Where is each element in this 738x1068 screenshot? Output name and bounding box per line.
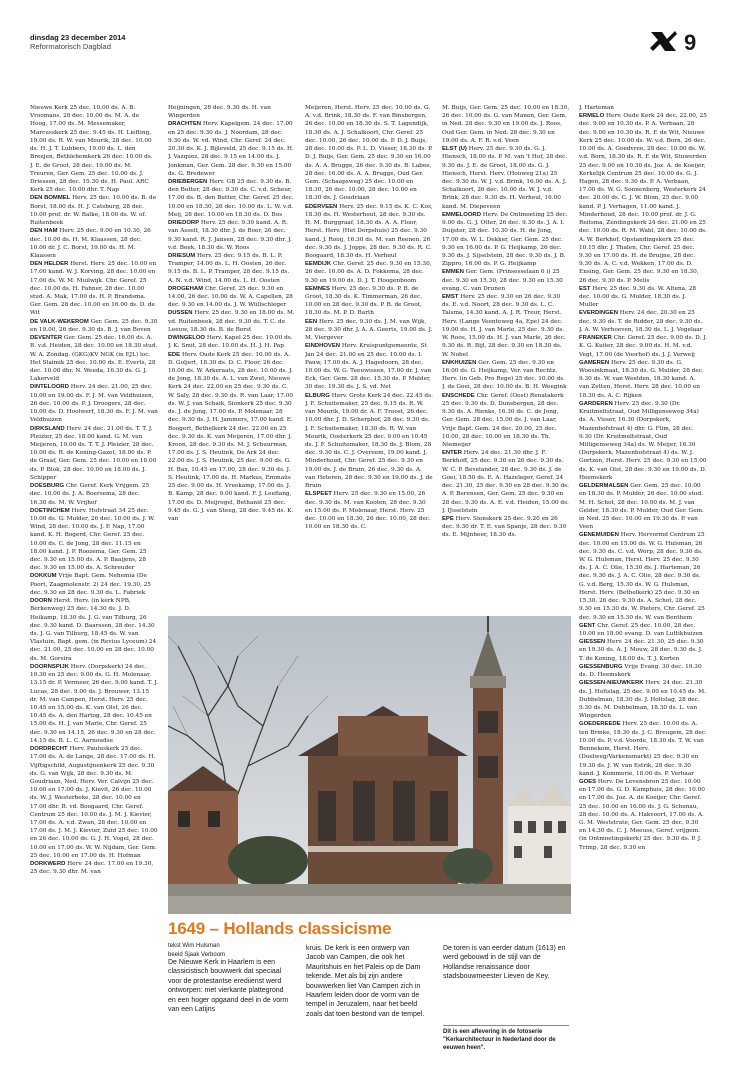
- place-name: DINTELOORD: [30, 384, 69, 391]
- place-name: DEN HELDER: [30, 261, 69, 268]
- place-name: EDE: [168, 351, 181, 358]
- listing-entry: [579, 482, 707, 531]
- service-times: M. Buijs, Ger. Gem. 25 dec. 10.00 en 18.30, 26 dec. 10.00 ds. G. van Manen, Ger. Gem. in Ned. 28 dec. 9.30 en 19.00 ds. J. Roos, Oud Ger. Gem. in Ned. 28 dec. 9.30 en 19.00 ds. A. F. R. v.d. Veen: [442, 105, 570, 144]
- service-times: Chr. Geref. 25 dec. 9.00 ds. D. J. K. G. Kuiter, 28 dec. 9.00 ds. H. M. v.d. Vegt, 17.00 (de Voorhof) ds. J. J. Verweij: [579, 335, 707, 358]
- place-name: GENEMUIDEN: [579, 532, 619, 539]
- service-times: Herv. GB 25 dec. 9.30 ds. B. den Butter, 28 dec. 9.30 ds. C. v.d. Scheur, 17.00 ds. B. den Butter, Chr. Geref. 25 dec. 10.00 en 18.30, 26 dec. 10.00 ds. L. W. v.d. Meij, 28 dec. 10.00 en 18.30 ds. D. Bos: [168, 178, 294, 218]
- listing-column-3: [305, 104, 433, 610]
- service-times: Ger. Gem. 25 dec. 16.00 ds. A. B. v.d. Heiden, 28 dec. 10.00 en 18.30 stud. W. A. Zondag. (GKG)KV NGK (in EJL) loc. Het Slaimik 25 dec. 10.00 ds. E. Everts, 28 dec. 10.00 dhr. N. Weeda, 16.30 ds. G. J. Lakerveld: [30, 335, 158, 383]
- service-times: Herv. Kruispuntgemeente, St Jan 24 dec. 21.00 en 25 dec. 10.00 ds. I. Pauw, 17.00 ds. A. J. Hagedoorn, 28 dec. 10.00 ds. W. G. Teeuwissen, 17.00 dr. J. van Eck, Ger. Gem. 28 dec. 15.30 ds. P. Mulder, 30 dec. 19.30 ds. J. S. vd. Net: [305, 343, 432, 391]
- service-times: Meijeren, Herst. Herv. 25 dec. 10.00 ds. G. A. v.d. Brink, 18.30 ds. F. van Binsbergen, 26 dec. 10.00 en 18.30 ds. S. T. Lagendijk, 18.30 ds. A. J. Schalkoort, Chr. Geref. 25 dec. 10.00, 26 dec. 10.00 ds. P. D. J. Buijs, 28 dec. 10.00 ds. P. L. D. Visser, 18.30 ds. P. D. J. Buijs, Ger. Gem. 25 dec. 9.30 en 16.00 ds. A. A. Brugge, 26 dec. 9.30 ds. B. Labee, 28 dec. 16.00 ds. A. A. Brugge, Oud Ger. Gem. (Schaapsweg) 25 dec. 10.00 en 18.30, 26 dec. 10.00, 28 dec. 10.00 en 18.30 ds. J. Goudriaan: [305, 105, 433, 202]
- place-name: DEVENTER: [30, 335, 63, 342]
- service-times: Herv. 25 dec. 9.15 ds. K. C. Kos, 18.30 ds. H. Westerhout, 28 dec. 9.30 ds. H. M. Burggraaf, 18.30 ds. A. A. Floor, Herst. Herv. (Het Dorpshuis) 25 dec. 9.30 kand. J. Rooij, 16.30 ds. M. van Reenen, 26 dec. 9.30 ds. J. Joppe, 28 dec. 9.30 ds. R. C. Boogaard, 18.30 ds. H. Verheul: [305, 203, 433, 259]
- listing-entry: [579, 309, 707, 334]
- listing-column-5: [579, 104, 707, 1060]
- service-times: Herv. Oude Kerk 24 dec. 22.00, 25 dec. 9.00 en 10.30 ds. P. A. Verbaan, 28 dec. 9.00 en 10.30 ds. R. F. de Wit, Nieuwe Kerk 25 dec. 10.00 ds. W. v.d. Born, 26 dec. 10.00 ds. A. Goedvree, 28 dec. 10.00 ds. W. v.d. Born, 18.30 ds. R. F. de Wit, Stuwerden 25 dec. 9.00 en 10.30 ds. Joz. A. de Koeijer, Kerkelijk Centrum 25 dec. 10.00 ds. G. J. Hagen, 28 dec. 9.30 ds. P. A. Verbaan, 17.00 ds. W. G. Sonnenberg, Westerkerk 24 dec. 20.00 ds. C. J. W. Blom, 25 dec. 9.00 kand. P. J. Verhagen, 11.00 kand. J. Minderhoud, 28 dec. 10.00 prof. dr. J. G. Reitsma, Zendingskerk 24 dec. 21.00 en 25 dec. 10.00 ds. R. M. Wahl, 28 dec. 10.00 ds. A. W. Berkhof, Opstandingskerk 25 dec. 10.15 dhr. J. Thalen, Chr. Geref. 25 dec. 9.30 en 17.00 ds. H. de Bruijne, 28 dec. 9.30 ds. A. C. v.d. Wekken, 17.00 ds. D. Ensing, Ger. Gem. 25 dec. 9.30 en 18.30, 26 dec. 9.30 ds. P. Melis: [579, 113, 707, 284]
- service-times: Ger. Gem. 25 dec. 9.30 en 19.00, 26 dec. 9.30 ds. B. J. van Boven: [30, 318, 158, 333]
- listing-entry: [579, 285, 707, 310]
- place-name: EST: [579, 285, 591, 292]
- service-times: Ger. Gem. 25 dec. 9.30 en 16.00 ds. G. Heijkamp, Ver. van Rechtz. Herv. (in Geb. Pro Rege) 25 dec. 10.00 ds. J. de Goei, 28 dec. 10.00 ds. B. H. Weegink: [442, 359, 567, 391]
- place-name: DEN BOMMEL: [30, 195, 71, 202]
- listing-entry: [305, 203, 433, 261]
- place-name: DRIESUM: [168, 252, 196, 259]
- service-times: Herv. 25 dec. 9.30 ds. P. B. de Groot, 18.30 ds. K. Timmerman, 26 dec. 10.00 en 28 dec. 9.30 ds. P. B. de Groot, 18.30 ds. M. P. D. Barth: [305, 285, 423, 317]
- listing-entry: [168, 178, 296, 219]
- service-times: Herv. 25 dec. 9.30 ds. G. Woesinkmaat, 18.30 ds. G. Mulder, 28 dec. 9.30 ds. W. van Weelden, 18.30 kand. A. van Zetten, Herst. Herv. 28 dec. 10.00 en 18.30 ds. A. C. Rijken: [579, 359, 704, 399]
- service-times: Herv. 25 dec. 10.00 ds. A. ten Brinke, 18.30 ds. J. C. Breugem, 28 dec. 10.00 ds. P. v.d. Voorde, 18.30 ds. T. W. van Bennekom, Herst. Herv. (Doelweg/Varkensmarkt) 25 dec. 9.30 en 19.30 ds. J. W. van Estrik, 28 dec. 9.30 kand. J. Kommerie, 18.00 ds. P. Verhaar: [579, 721, 707, 777]
- service-times: Herst. Herv. 25 dec. 10.00 en 17.00 kand. W. J. Korving, 28 dec. 10.00 en 17.00 ds. W. M. Muilwijk. Chr. Geref. 25 dec. 10.00 ds. H. Fahner, 28 dec. 10.00 stud. A. Mak, 17.00 ds. H. P. Brandsma. Ger. Gem. 28 dec. 10.00 en 16.00 ds. D. de Wit: [30, 261, 157, 317]
- service-times: Chr. Geref. 25 dec. 9.30 en 15.30, 26 dec. 10.00 ds. A. D. Fokkema, 28 dec. 9.30 en 19.00 ds. D. J. T. Hoogenboom: [305, 261, 432, 284]
- place-name: DE VALK-WEKEROM: [30, 318, 89, 325]
- place-name: EEMDIJK: [305, 261, 332, 268]
- place-name: EEMNES: [305, 285, 330, 292]
- place-name: EMST: [442, 294, 459, 301]
- header-paper-name: Reformatorisch Dagblad: [30, 42, 111, 51]
- service-times: Herv. 25 dec. 9.30 (Dr. Kruitmeltstraat, Oud Milligenseweg 34a) ds. A. Visser, 16.30 (Dorpskerk, Mazenhofstraat 4) dhr. G. Flim, 28 dec. 9.30 (Dr. Kruitmeltstraat, Oud Milligenseweg 34a) ds. W. Meijer, 16.30 (Dorpskerk, Mazenhofstraat 4) ds. W. J. Gortzen, Herst. Herv. 25 dec. 9.30 en 15.00 ds. K. van Olst, 28 dec. 9.30 en 19.00 ds. D. Heemskerk: [579, 400, 707, 481]
- listing-entry: [305, 104, 433, 203]
- listing-entry: [30, 663, 158, 745]
- feature-title: 1649 – Hollands classicisme: [168, 919, 392, 938]
- listing-entry: [305, 392, 433, 491]
- listing-entry: [30, 260, 158, 318]
- listing-entry: [579, 359, 707, 400]
- service-times: Herv. 24 dec. 21.30, 25 dec. 9.30 en 19.30 ds. A. J. Mouw, 28 dec. 9.30 ds. J. T. de Koning, 18.00 ds. T. J. Korten: [579, 639, 704, 662]
- listing-column-1: [30, 104, 158, 1060]
- place-name: EEN: [305, 318, 318, 325]
- service-times: Herv. 24 dec. 21.00, 25 dec. 10.00 en 19.00 ds. F. J. M. van Veldhuizen, 26 dec. 10.00 ds. P. J. Droogers, 28 dec. 10.00 ds. D. Hoolwerf, 18.30 ds. F. J. M. van Veldhuizen: [30, 384, 158, 424]
- service-times: Vrije Evang. 30 dec. 19.30 ds. D. Heemskerk: [579, 663, 702, 679]
- service-times: Herv. 25 dec. 9.30 en 15.00, 26 dec. 9.30 ds. M. van Kooten, 28 dec. 9.30 en 15.00 ds. P. Molenaar, Herst. Herv. 25 dec. 10.00 en 18.30, 26 dec. 10.00, 28 dec. 10.00 en 18.30 ds. C.: [305, 491, 431, 531]
- feature-text-column-2: kruis. De kerk is een ontwerp van Jacob van Campen, die ook het Mauritshuis en het Paleis op de Dam tekende. Met als bij zijn andere bouwwerken liet Van Campen zich in Haarlem leiden door de vorm van de tempel in Jeruzalem, naar het beeld zoals dat toen bestond van de tempel.: [306, 945, 425, 1018]
- place-name: GELDERMALSEN: [579, 483, 629, 490]
- listing-entry: [579, 679, 707, 720]
- header-date: dinsdag 23 december 2014: [30, 33, 126, 42]
- service-times: Herv. 25 dec. 9.30 ds. W. Altena, 28 dec. 10.00 ds. G. Mulder, 18.30 ds. J. Muller: [579, 285, 697, 309]
- credit-photo: beeld Sjaak Verboom: [168, 951, 226, 958]
- place-name: GIESSEN: [579, 639, 606, 646]
- place-name: DOETINCHEM: [30, 507, 70, 514]
- listing-entry: [30, 104, 158, 194]
- listing-entry: [30, 860, 158, 876]
- service-times: Herv. Grote Kerk 24 dec. 22.45 ds. J. F. Schuitemaker, 25 dec. 9.15 ds. R. W. van Mourik, 19.00 dr. A. F. Troost, 26 dec. 10.00 dhr. J. D. Scherphof, 28 dec. 9.30 ds. J. F. Schuitemaker, 18.30 ds. R. W. van Mourik, Oosterkerk 25 dec. 9.00 en 10.45 ds. J. F. Schuitemaker, 18.30 ds. J. Blom, 28 dec. 9.30 ds. C. J. Overeem, 19.00 kand. J. Minderhoud, Chr. Geref. 25 dec. 9.30 en 19.00 ds. J. de Bruin, 26 dec. 9.30 ds. A. van Heteren, 28 dec. 9.30 en 19.00 ds. J. de Bruin: [305, 392, 433, 490]
- place-name: DORKWERD: [30, 861, 66, 868]
- service-times: Heijningen, 28 dec. 9.30 ds. H. van Wingerden: [168, 105, 271, 120]
- place-name: DOORNSPIJK: [30, 663, 69, 670]
- listing-entry: [168, 334, 296, 350]
- service-times: Herv. Hofstraat 34 25 dec. 10.00 ds. G. Mulder, 26 dec. 10.00 ds. J. W. Wind, 28 dec. 10.00 ds. J. P. Nap, 17.00 kand. K. H. Bogerd, Chr. Geref. 25 dec. 10.00 ds. C. de Jong, 28 dec. 11.15 en 18.00 kand. J. P. Roozema, Ger. Gem. 25 dec. 9.30 en 15.00 ds. A. P. Baaijens, 28 dec. 9.30 en 15.00 ds. A. Schreuder: [30, 507, 155, 572]
- place-name: DRACHTEN: [168, 121, 202, 128]
- service-times: Herv. 25 dec. 9.30 en 18.00 ds. M. vd. Ruitenbeek, 28 dec. 9.30 ds. T. C. de Leeuw, 18.30 ds. B. de Borst: [168, 310, 295, 333]
- service-times: Herv. 24 dec. 17.00 en 19.30, 25 dec. 9.30 dhr. M. van: [30, 861, 154, 876]
- place-name: DWINGELOO: [168, 335, 205, 342]
- page-number: 9: [684, 30, 697, 55]
- service-times: Herv. 25 dec. 9.30 en 26 dec. 9.30 ds. E. v.d. Noort, 28 dec. 9.30 ds. L. C. Talsma, 14.30 kand. A. J. R. Treur, Herst. Herv. (Lange Veenteweg 4a, Epe) 24 dec. 19.00 ds. H. J. van Marle, 25 dec. 9.30 ds. W. Roos, 15.00 ds. H. J. van Marle, 26 dec. 9.30 ds. R. Bijl, 28 dec. 9.30 en 18.30 ds. W. Nobel: [442, 294, 566, 358]
- service-times: Herv. 24 dec. 21.30 ds. J. Holtslag, 25 dec. 9.00 en 10.45 ds. M. Dubbelman, 18.30 ds. J. Holtslag, 28 dec. 9.30 ds. M. Dubbelman, 18.30 ds. L. van Wingerden: [579, 680, 706, 720]
- listing-entry: [442, 293, 570, 359]
- listing-entry: [168, 351, 296, 524]
- service-times: Herv. 25 dec. 9.30 kand. A. R. van Asselt, 18.30 dhr. J. de Boer, 26 dec. 9.30 kand. R. J. Jansen, 28 dec. 9.30 dhr. J. v.d. Beek, 18.30 ds. W. Roos: [168, 220, 292, 251]
- service-times: Chr. Geref. Kerk Vrijgem. 25 dec. 10.00 ds. J. A. Boersema, 28 dec. 16.30 ds. M. W. Vrijhof: [30, 483, 150, 506]
- listing-entry: [442, 359, 570, 392]
- place-name: GAMEREN: [579, 359, 610, 366]
- listing-entry: [579, 663, 707, 679]
- listing-entry: [442, 211, 570, 269]
- service-times: Herv. 25 dec. 9.30 ds. G. J. Hiensch, 18.00 ds. P. M. van 't Hof, 28 dec. 9.30 ds. J. E. de Groot, 18.00 ds. G. J. Hiensch, Herst. Herv. (Houweg 21a) 25 dec. 9.30 ds. W. J. v.d. Brink, 16.00 ds. A. J. Schalkoort, 26 dec. 10.00 ds. W. J. v.d. Brink, 28 dec. 9.30 ds. H. Verheul, 16.00 kand. M. Diepeveen: [442, 146, 568, 210]
- service-times: Ger. Gem. (Prinsesselaan 6 i) 25 dec. 9.30 en 15.30, 28 dec. 9.30 en 15.30 evang. C. van Drunen: [442, 269, 563, 292]
- listing-entry: [442, 104, 570, 145]
- listing-entry: [30, 334, 158, 383]
- service-times: Herv. 24 dec. 21.00 ds. T. T. J. Pleizier, 25 dec. 18.00 kand. G. M. van Meijeren, 19.00 ds. T. T. J. Pleizier, 28 dec. 10.00 ds. R. de Koning-Gazet, 18.00 ds. P. de Graaf, Ger. Gem. 25 dec. 10.00 en 18.00 ds. P. Blok, 28 dec. 10.00 en 18.00 ds. J. Schipper: [30, 425, 157, 481]
- listing-entry: [305, 342, 433, 391]
- place-name: DRIEDORP: [168, 220, 200, 227]
- listing-entry: [579, 622, 707, 638]
- listing-entry: [579, 531, 707, 621]
- place-name: EMMEN: [442, 269, 464, 276]
- service-times: Chr. Geref. 25 dec. 10.00, 28 dec. 10.00 en 18.00 evang. D. van Luttikhuizen: [579, 622, 703, 637]
- listing-entry: [305, 285, 433, 318]
- listing-entry: [168, 219, 296, 252]
- service-times: Herv. Hervormd Centrum 25 dec. 10.00 en 15.00 ds. W. G. Hulsman, 26 dec. 9.30 ds. C. v.d. Worp, 28 dec. 9.30 ds. W. G. Hulsman, Herst. Herv. 25 dec. 9.30 ds. J. A. C. Olie, 15.30 ds. J. Harteman, 26 dec. 9.30 ds. J. A. C. Olie, 28 dec. 9.30 ds. G. v.d. Berg, 15.30 ds. W. G. Hulsman, Herst. Herv. (Bethelkerk) 25 dec. 9.30 en 15.30, 26 dec. 9.30 ds. A. Schot, 28 dec. 9.30 en 15.30 ds. W. Pieters, Chr. Geref. 25 dec. 9.30 en 15.30 ds. W. van Benthem: [579, 532, 705, 621]
- newspaper-logo-icon: [648, 28, 678, 54]
- series-note: Dit is een aflevering in de fotoserie "Kerkarchitectuur in Nederland door de eeuwen heen".: [443, 1025, 569, 1052]
- place-name: ELSPEET: [305, 491, 332, 498]
- listing-entry: [579, 104, 707, 112]
- listing-entry: [442, 145, 570, 211]
- service-times: Herv. Sionskerk 25 dec. 9.20 en 26 dec. 9.30 dr. T. E. van Spanje, 28 dec. 9.30 ds. E. Mijnheer, 18.30 ds.: [442, 515, 567, 539]
- listing-entry: [305, 260, 433, 285]
- listing-entry: [579, 720, 707, 778]
- listing-column-4: [442, 104, 570, 610]
- place-name: DEN HAM: [30, 228, 58, 235]
- listing-entry: [579, 400, 707, 482]
- listing-entry: [168, 285, 296, 310]
- listing-entry: [579, 112, 707, 285]
- listing-entry: [442, 515, 570, 540]
- church-photo: [168, 616, 571, 914]
- service-times: Vrije Bapt. Gem. Nehemia (De Poort, Zaagmolenstr. 2) 24 dec. 19.30, 25 dec. 9.30 en 28 dec. 9.30 ds. L. Fabriek: [30, 573, 151, 596]
- place-name: EDERVEEN: [305, 203, 338, 210]
- listing-entry: [30, 597, 158, 663]
- place-name: EMMELOORD: [442, 211, 481, 218]
- listing-entry: [442, 268, 570, 293]
- listing-entry: [30, 482, 158, 507]
- place-name: GOES: [579, 778, 597, 785]
- service-times: Herv. Kapel 25 dec. 10.00 ds. J. K. Smit, 28 dec. 10.00 ds. H. J. H. Pap: [168, 335, 293, 350]
- place-name: GENT: [579, 622, 596, 629]
- listing-entry: [442, 392, 570, 450]
- listing-entry: [30, 227, 158, 260]
- service-times: Chr. Geref. (Oost) Renatakerk 25 dec. 9.30 ds. D. Dunsbergen, 28 dec. 9.30 ds. A. Rienks, 16.30 ds. C. de Jong, Ger. Gem. 28 dec. 15.00 ds. J. van Laar, Vrije Bapt. Gem. 24 dec. 20.00, 25 dec. 10.00, 28 dec. 10.00 en 18.30 ds. Th. Niemeijer: [442, 392, 564, 448]
- place-name: DUSSEN: [168, 310, 193, 317]
- place-name: ENTER: [442, 450, 462, 457]
- service-times: Chr. Geref. 25 dec. 9.30 en 14.00, 26 dec. 10.00 ds. W. A. Capellen, 28 dec. 9.30 en 14.00 ds. J. W. Wüllschleger: [168, 285, 293, 309]
- service-times: Herv. 25 dec. 10.00 ds. B. de Borst, 18.00 ds. H. J. Catsburg, 28 dec. 10.00 prof. dr. W. Balke, 18.00 ds. W. of. Ruitenbeek: [30, 195, 157, 227]
- service-times: Herst. Herv. (in kerk NPB, Berkenweg) 25 dec. 14.30 ds. J. D. Heikamp, 18.30 ds. J. G. van Tilburg, 26 dec. 9.30 kand. D. Baarssen, 28 dec. 14.30 ds. J. G. van Tilburg, 18.45 ds. W. van Vlastuin, Bapt. gem. (in Revius Lyceum) 24 dec. 21.00, 25 dec. 10.00 en 28 dec. 10.00 ds. M. Gorsira: [30, 598, 157, 662]
- service-times: Herv. 25 dec. 9.30 ds. J. M. van Wijk, 28 dec. 9.30 dhr. J. A. A. Geerts, 19.00 ds. J. M. Viergever: [305, 318, 433, 342]
- service-times: Ger. Gem. 25 dec. 10.00 en 18.30 ds. P. Mulder, 26 dec. 10.00 stud. M. H. Schot, 28 dec. 10.00 ds. M. J. van Gelder, 18.30 ds. P. Mulder, Oud Ger. Gem. in Ned. 25 dec. 10.00 en 19.30 ds. P. van Veen: [579, 483, 704, 531]
- service-times: Herv. 25 dec. 9.00 en 10.30, 26 dec. 10.00 ds. H. M. Klaassen, 28 dec. 10.00 dr. J. C. Borst, 19.00 ds. H. M. Klaassen: [30, 228, 151, 259]
- service-times: Herv. 24 dec. 20.30 en 25 dec. 9.30 ds. T. de Ridder, 28 dec. 9.30 ds. J. A. W. Verhoeven, 18.30 ds. L. J. Vogelaar: [579, 310, 703, 333]
- listing-entry: [579, 778, 707, 852]
- service-times: Herv. De Levensbron 25 dec. 10.00 en 17.00 ds. G. D. Kamphuis, 28 dec. 10.00 en 17.00 ds. Joz. A. de Koeijer, Chr. Geref. 25 dec. 10.00 en 16.00 ds. J. G. Schenau, 28 dec. 10.00 ds. A. Hakvoort, 17.00 ds. A. G. M. Weststrate, Ger. Gem. 25 dec. 9.30 en 14.30 ds. C. J. Meeuse, Geref. vrijgem. (in Ontmoetingskerk) 25 dec. 9.30 ds. P. J. Trimp, 28 dec. 9.30 en: [579, 778, 705, 851]
- listing-entry: [579, 638, 707, 663]
- service-times: Herv. De Ontmoeting 25 dec. 9.00 ds. G. J. Otter, 26 dec. 9.30 ds. J. A. I. Duijster, 28 dec. 10.30 ds. H. de Jong, 17.00 ds. W. L. Dekker, Ger. Gem. 25 dec. 9.30 en 16.00 ds. P. G. Heijkamp, 26 dec. 9.30 ds. J. Sijselstein, 28 dec. 9.30 ds. J. B. Zippro, 16.00 ds. P. G. Heijkamp: [442, 211, 568, 268]
- place-name: ELST (U): [442, 146, 467, 153]
- church-photo-drawing: [168, 616, 571, 914]
- place-name: DROGEHAM: [168, 285, 204, 292]
- place-name: ENSCHEDE: [442, 392, 475, 399]
- place-name: GIESSEN-NIEUWKERK: [579, 680, 644, 687]
- listing-entry: [30, 383, 158, 424]
- service-times: Herv. 24 dec. 21.30 dhr. J. F. Berkhoff, 25 dec. 9.30 en 26 dec. 9.30 ds. W. C. P. Bevelander, 28 dec. 9.30 ds. J. de Goei, 18.50 ds. E. A. Hazeleger, Geref. 24 dec. 21.30, 25 dec. 9.30 en 28 dec. 9.30 ds. A. P. Berensen, Ger. Gem. 25 dec. 9.30 en 28 dec. 9.30 ds. A. E. v.d. Heiden, 15.00 ds. J. IJsselstein: [442, 450, 569, 514]
- place-name: GIESSENBURG: [579, 663, 623, 670]
- listing-entry: [442, 449, 570, 515]
- listing-entry: [30, 425, 158, 483]
- feature-text-column-3: De toren is van eerder datum (1613) en werd gebouwd in de stijl van de Hollandse renaissance door stadsbouwmeester Lieven de Key.: [443, 945, 566, 981]
- place-name: DOORN: [30, 598, 52, 605]
- listing-entry: [30, 572, 158, 597]
- place-name: DORDRECHT: [30, 746, 68, 753]
- service-times: Herv. (Dorpskerk) 24 dec. 19.30 en 25 dec. 9.00 ds. G. H. Molenaar, 13.15 dr. P. Vermeer, 26 dec. 9.00 kand. T. J. Lucas, 28 dec. 9.00 ds. J. Brouwer, 13.15 dr. M. van Campen, Herst. Herv. 25 dec. 10.45 en 15.00 ds. K. van Olst, 26 dec. 10.45 ds. A. den Hartog, 28 dec. 10.45 en 15.00 ds. H. J. van Marle, Chr. Geref. 25 dec. 9.30 en 14.15, 26 dec. 9.30 en 28 dec. 14.15 ds. B. L. C. Aarnoudse: [30, 663, 158, 744]
- service-times: Herv. Kapelgem. 24 dec. 17.00 en 25 dec. 9.30 ds. J. Noordam, 28 dec. 9.30 ds. W. vd. Wind, Chr. Geref. 24 dec. 20.30 ds. K. J. Bijleveld, 25 dec. 9.15 ds. H. J. Vazquez, 28 dec. 9.15 en 14.00 ds. J. Jonkman, Ger. Gem. 28 dec. 9.30 en 15.00 ds. G. Bredewer: [168, 121, 294, 177]
- place-name: ELBURG: [305, 392, 330, 399]
- listing-entry: [168, 252, 296, 285]
- service-times: Herv. 25 dec. 9.15 ds. B. L. P. Tramper, 14.00 ds. L. H. Oosten, 26 dec. 9.15 ds. B. L. P. Tramper, 28 dec. 9.15 ds. A. N. v.d. Wind, 14.00 ds. L. H. Oosten: [168, 252, 290, 284]
- listing-entry: [168, 104, 296, 120]
- listing-entry: [168, 120, 296, 178]
- place-name: FRANEKER: [579, 335, 612, 342]
- place-name: EVERDINGEN: [579, 310, 618, 317]
- listing-entry: [168, 309, 296, 334]
- credit-text: tekst Wim Hulsman: [168, 943, 220, 949]
- service-times: J. Harteman: [579, 105, 615, 111]
- listing-entry: [579, 334, 707, 359]
- place-name: EINDHOVEN: [305, 343, 341, 350]
- listing-column-2: [168, 104, 296, 610]
- place-name: ERMELO: [579, 113, 605, 120]
- place-name: DOKKUM: [30, 573, 57, 580]
- listing-entry: [305, 318, 433, 343]
- service-times: Nieuwe Kerk 25 dec. 10.00 ds. A. B. Vroomans, 28 dec. 10.00 ds. M. A. de Hoog, 17.00 ds. M. Messemaker, Marcusskerk 25 dec. 9.45 ds. H. Liefting, 19.00 ds. R. W. van Mourik, 28 dec. 10.00 ds. H. J. T. Lubbers, 19.00 ds. L. den Breejen, Bethlehemkerk 26 dec. 10.00 ds. J. E. de Groot, 28 dec. 19.00 ds. M. Treuren, Ger. Gem. 25 dec. 10.00 ds. J. Driessen, 28 dec. 15.30 ds. H. Paul. ARC Kerk 25 dec. 10.00 dhr. T. Nap: [30, 105, 153, 194]
- place-name: ENKHUIZEN: [442, 359, 477, 366]
- place-name: GARDEREN: [579, 400, 613, 407]
- feature-credits: [168, 942, 225, 959]
- feature-text-column-1: De Nieuwe Kerk in Haarlem is een classicistisch bouwwerk dat speciaal voor de protestantse erediienst werd ontworpen: met vierkante plattegrond en een hoger opgaand deel in de vorm van een Latijns: [168, 959, 289, 1014]
- listing-entry: [30, 507, 158, 573]
- place-name: DOESBURG: [30, 483, 65, 490]
- listing-entry: [305, 490, 433, 531]
- place-name: DRIEBERGEN: [168, 178, 208, 185]
- listing-entry: [30, 194, 158, 227]
- place-name: EPE: [442, 515, 454, 522]
- listing-entry: [30, 745, 158, 860]
- service-times: Herv. Oude Kerk 25 dec. 10.00 ds. A. D. Goljert, 18.30 ds. D. C. Floor, 26 dec. 10.00 ds. W. Arkeraats, 28 dec. 10.00 ds. J. de Jong, 18.30 ds. A. L. van Zwet, Nieuwe Kerk 24 dec. 22.00 en 25 dec. 9.30 ds. C. W. Saly, 28 dec. 9.30 ds. R. van Laar, 17.00 ds. W. J. van Schaik, Sionkerk 25 dec. 9.30 ds. J. de Jong, 17.00 ds. P. Molenaar, 28 dec. 9.30 ds. J. H. Jammers, 17.00 kand. E. Boogert, Bethelkerk 24 dec. 22.00 en 25 dec. 9.30 ds. K. van Meijeren, 17.00 dhr. J. Kroon, 28 dec. 9.30 ds. M. J. Schuurman, 17.00 ds. J. S. Heutink, De Ark 24 dec. 22.00 ds. J. S. Heutink, 25 dec. 9.00 ds. G. H. Bax, 10.45 en 17.00, 28 dec. 9.30 ds. J. S. Heutink, 17.00 ds. H. Markus, Emmaüs 25 dec. 9.00 ds. H. Vreekamp, 17.00 ds. J. B. Kamp, 28 dec. 9.00 kand. F. J. Leeflang, 17.00 ds. D. Meijrogel, Bethanië 25 dec. 9.45 ds. G. J. van Steeg, 28 dec. 9.45 ds. K. van: [168, 351, 294, 522]
- place-name: DIRKSLAND: [30, 425, 65, 432]
- service-times: Herv. Pauluskerk 25 dec. 17.00 ds. A. de Lange, 28 dec. 17.00 ds. H. Vijftigschild, Augustijnenkerk 25 dec. 9.30 ds. G. van Wijk, 28 dec. 9.30 ds. M. Goudriaan, Ned. Herv. Ver. Calvijn 25 dec. 10.00 en 17.00 ds. J. Kievit, 26 dec. 10.00 ds. W. J. Westerbeke, 28 dec. 10.00 en 17.00 dhr. B. vd. Boogaard, Chr. Geref. Centrum 25 dec. 10.00 ds. J. M. J. Kievier, 17.00 ds. A. v.d. Zwan, 28 dec. 10.00 en 17.00 ds. J. M. J. Kievier, Zuid 25 dec. 10.00 en 26 dec. 10.00 ds. G. J. H. Vogel, 28 dec. 10.00 en 17.00 ds. W. W. Nijdam, Ger. Gem. 25 dec. 10.00 en 17.00 ds. H. Hofman: [30, 746, 158, 859]
- place-name: GOEDEREEDE: [579, 721, 621, 728]
- listing-entry: [30, 318, 158, 334]
